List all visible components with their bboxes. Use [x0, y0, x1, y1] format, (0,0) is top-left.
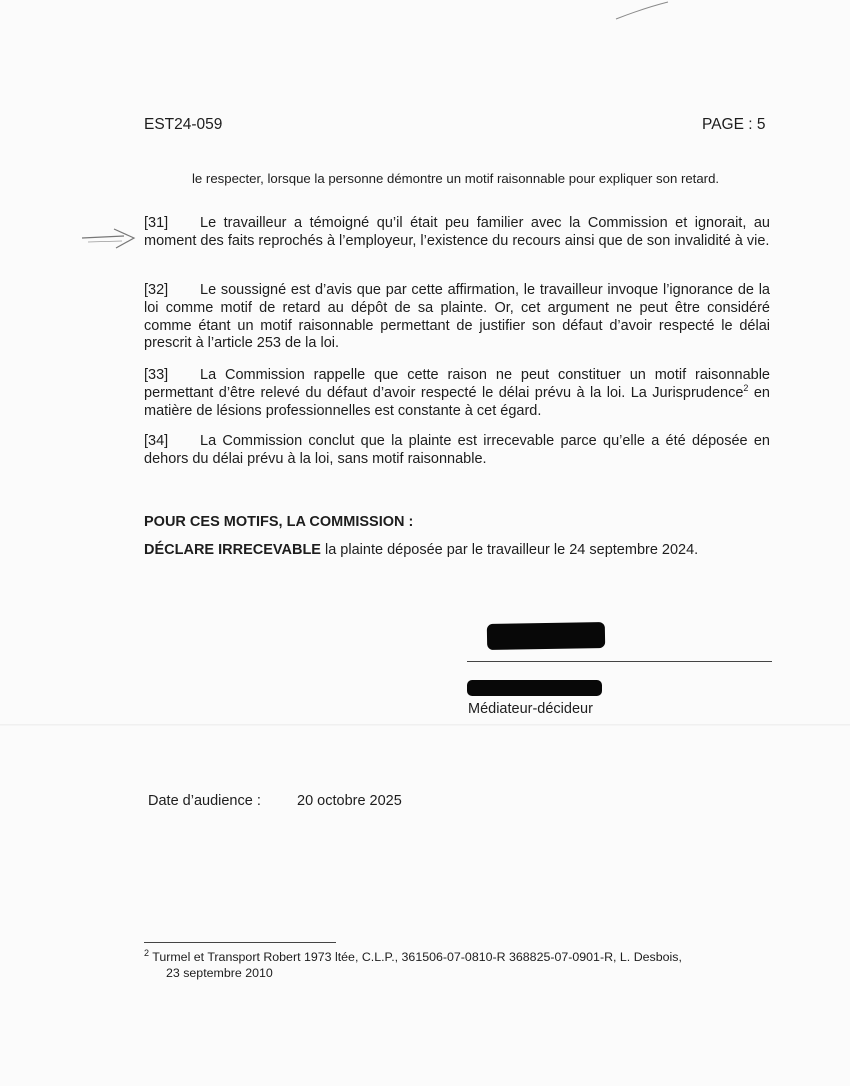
declaration [144, 542, 698, 558]
conclusion-heading: POUR CES MOTIFS, LA COMMISSION : [144, 514, 414, 530]
paper-crease [0, 724, 850, 726]
file-number: EST24-059 [144, 116, 223, 133]
arrow-mark-icon [80, 226, 140, 252]
footnote-line-1: Turmel et Transport Robert 1973 ltée, C.L.P., 361506-07-0810-R 368825-07-0901-R, L. Desbois, [152, 950, 682, 964]
paragraph-31 [144, 215, 770, 251]
paragraph-number: [33] [144, 367, 169, 383]
paragraph-text: Le travailleur a témoigné qu’il était peu familier avec la Commission et ignorait, au moment des faits reprochés à l’employeur, l’existence du recours ainsi que de son invalidité à vie. [144, 215, 770, 249]
footnote-number: 2 [144, 947, 150, 958]
paragraph-text-end: en matière de lésions professionnelles est constante à cet égard. [144, 384, 770, 419]
redacted-name [467, 680, 602, 696]
hearing-date-label: Date d’audience : [148, 793, 261, 809]
paragraph-33 [144, 367, 770, 420]
hearing-date-value: 20 octobre 2025 [297, 793, 402, 809]
paragraph-number: [31] [144, 215, 169, 231]
signatory-role: Médiateur-décideur [468, 701, 593, 717]
paragraph-32 [144, 282, 770, 353]
page-number: PAGE : 5 [702, 116, 766, 133]
paragraph-text: Le soussigné est d’avis que par cette affirmation, le travailleur invoque l’ignorance de la loi comme motif de retard au dépôt de sa plainte. Or, cet argument ne peut être considéré comme étant un motif raisonnable permettant de justifier son défaut d’avoir respecté le délai prescrit à l’article 253 de la loi. [144, 282, 770, 352]
paragraph-number: [34] [144, 433, 169, 449]
footnote [144, 949, 764, 981]
footnote-line-2: 23 septembre 2010 [166, 966, 273, 980]
pen-stroke-mark [612, 0, 672, 22]
paragraph-34 [144, 433, 770, 469]
paragraph-text: La Commission conclut que la plainte est irrecevable parce qu’elle a été déposée en dehors du délai prévu à la loi, sans motif raisonnable. [144, 433, 770, 467]
declaration-bold: DÉCLARE IRRECEVABLE [144, 542, 321, 558]
paragraph-number: [32] [144, 282, 169, 298]
quoted-text: le respecter, lorsque la personne démontre un motif raisonnable pour expliquer son retard. [192, 171, 720, 186]
redacted-signature [487, 622, 605, 650]
declaration-text: la plainte déposée par le travailleur le 24 septembre 2024. [320, 542, 699, 558]
footnote-reference: 2 [743, 382, 749, 393]
signature-line [467, 661, 772, 662]
footnote-separator [144, 942, 336, 943]
paragraph-text: La Commission rappelle que cette raison ne peut constituer un motif raisonnable permettant d’être relevé du défaut d’avoir respecté le délai prévu à la loi. La Jurisprudence [144, 367, 770, 401]
